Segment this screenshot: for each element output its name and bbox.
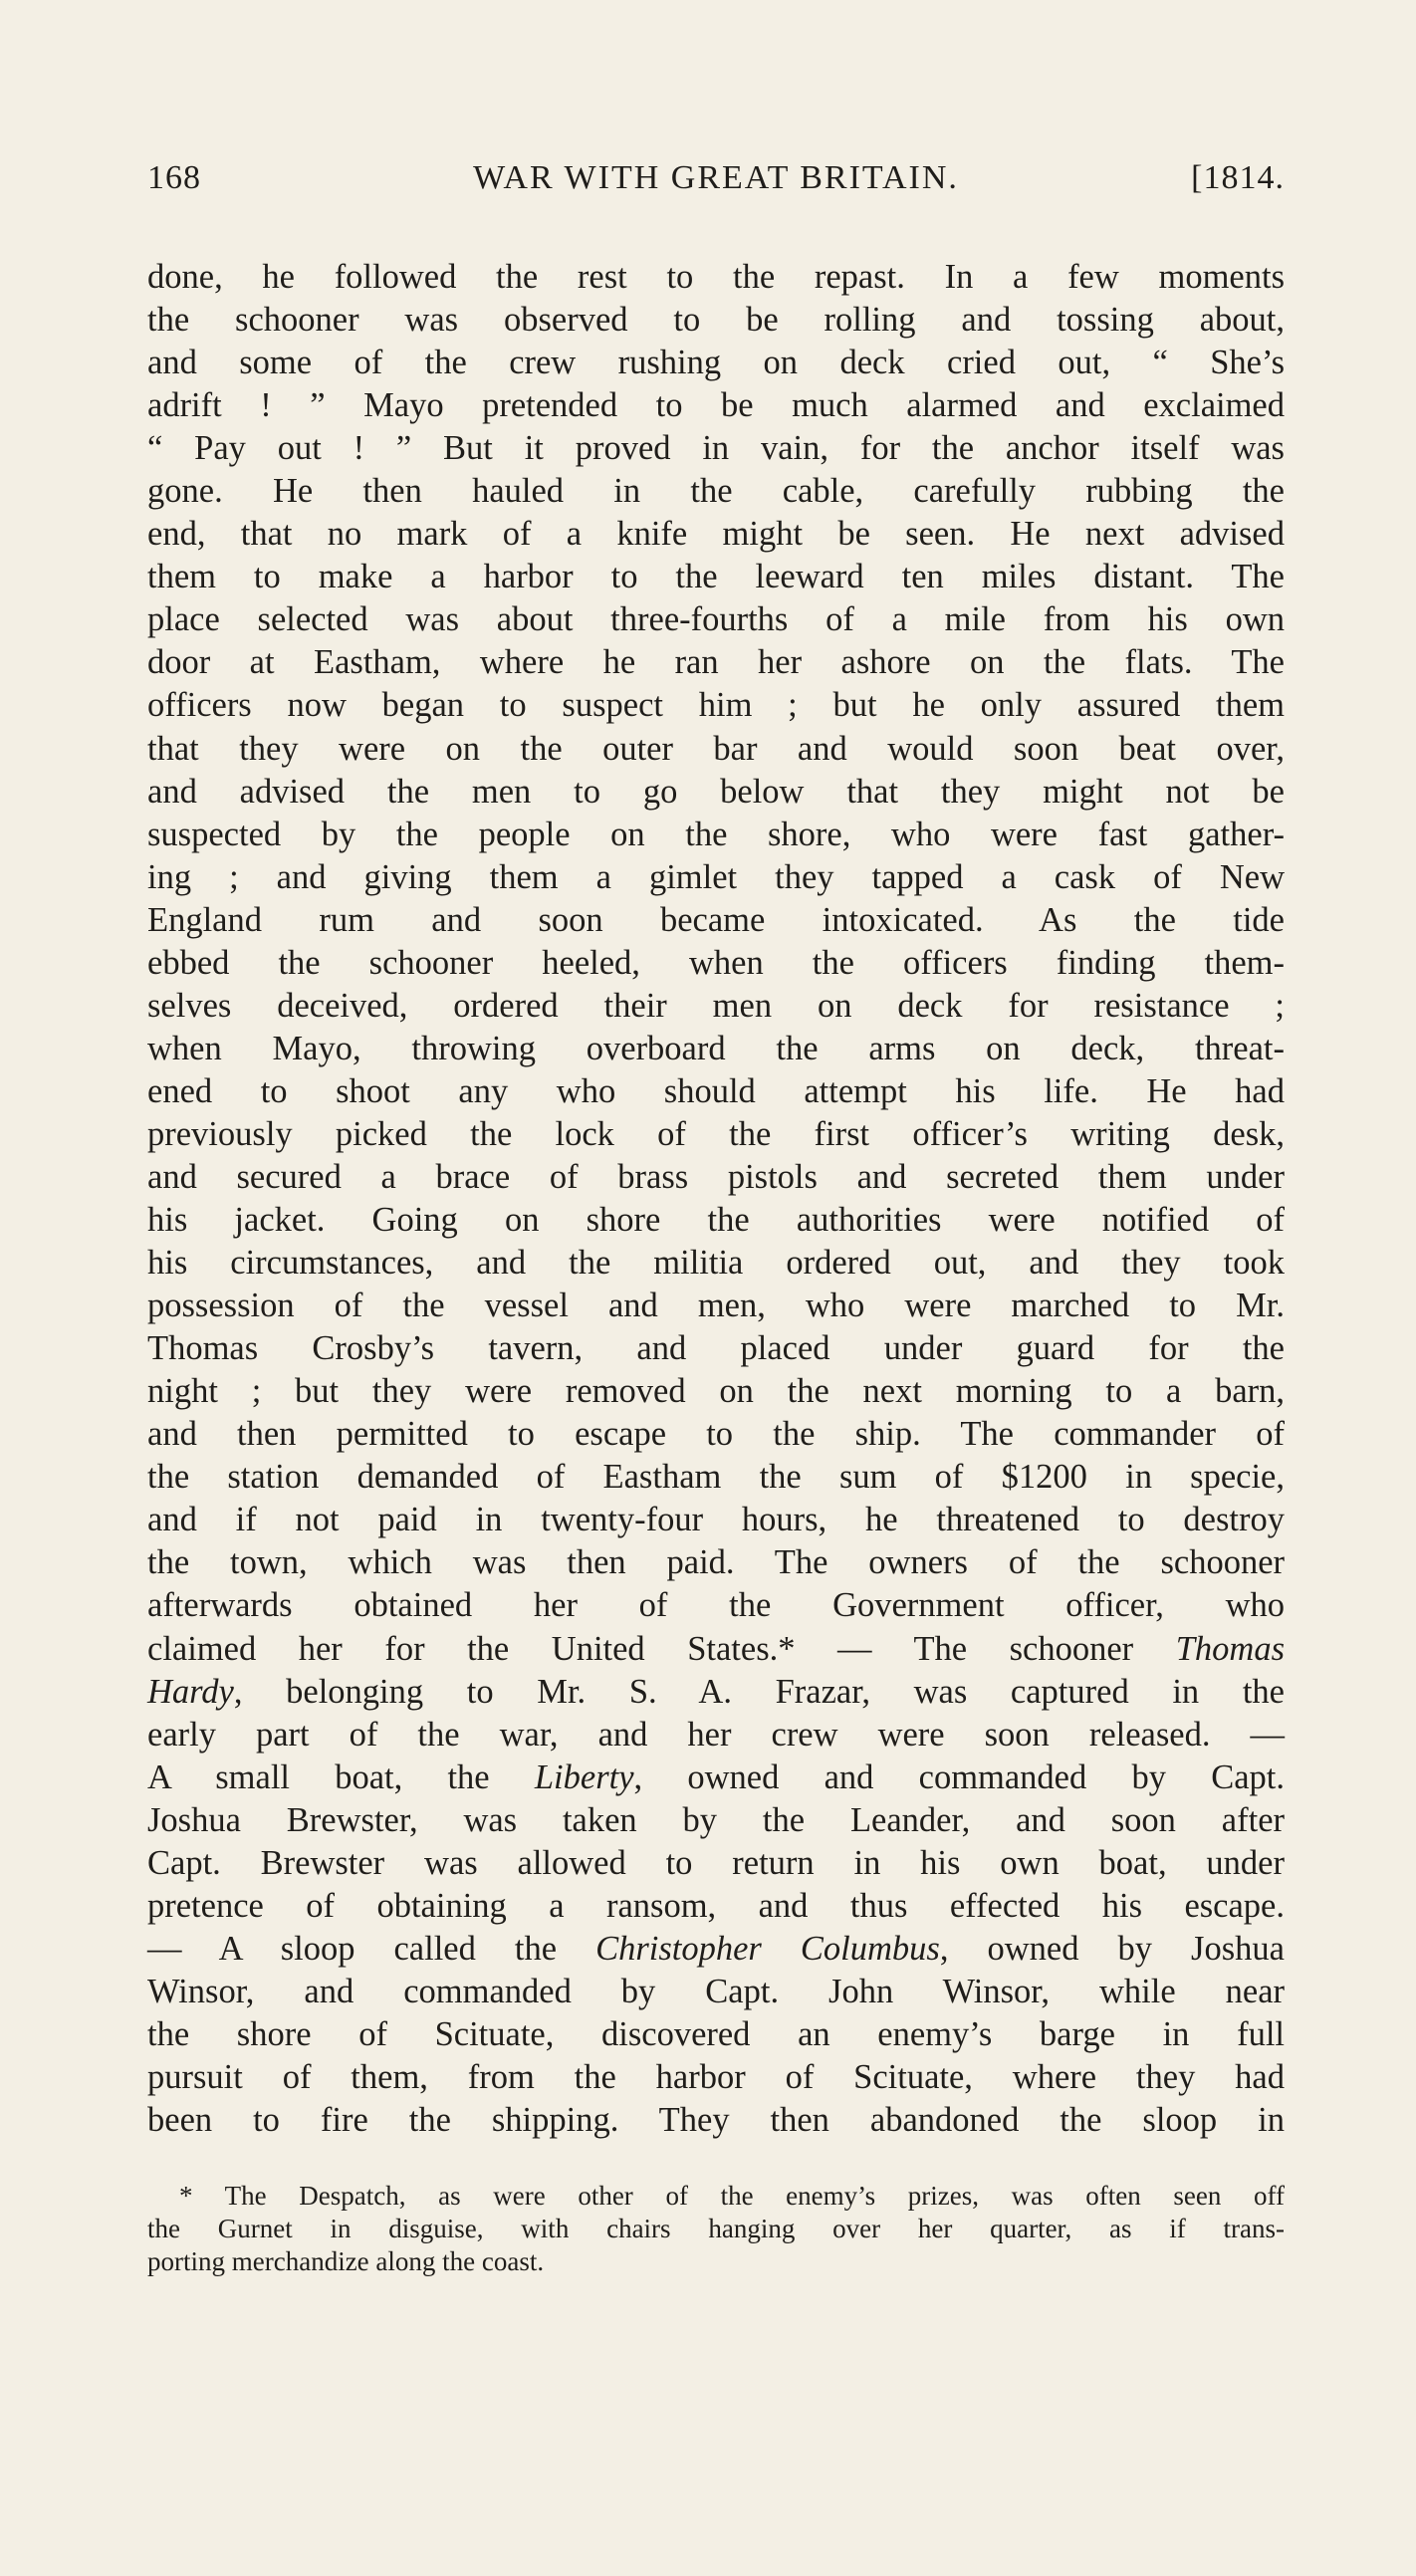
text-line: previously picked the lock of the first officer’s writing desk, bbox=[147, 1114, 1285, 1153]
footnote-line: * The Despatch, as were other of the enemy’s prizes, was often seen off bbox=[179, 2181, 1285, 2212]
text-segment: A small boat, the bbox=[147, 1757, 535, 1796]
body-text bbox=[147, 256, 1285, 2142]
text-line: possession of the vessel and men, who were marched to Mr. bbox=[147, 1287, 1285, 1325]
running-year: [1814. bbox=[1191, 159, 1285, 196]
text-line: and secured a brace of brass pistols and secreted them under bbox=[147, 1157, 1285, 1196]
text-line: ened to shoot any who should attempt his life. He had bbox=[147, 1071, 1285, 1110]
text-line: Capt. Brewster was allowed to return in his own boat, under bbox=[147, 1843, 1285, 1882]
text-segment: claimed her for the United States.* — The schooner bbox=[147, 1629, 1176, 1668]
text-line: the schooner was observed to be rolling and tossing about, bbox=[147, 301, 1285, 340]
running-title: WAR WITH GREAT BRITAIN. bbox=[473, 159, 959, 196]
text-line: Joshua Brewster, was taken by the Leander, and soon after bbox=[147, 1800, 1285, 1839]
text-line: the station demanded of Eastham the sum of $1200 in specie, bbox=[147, 1458, 1285, 1497]
footnote-line: porting merchandize along the coast. bbox=[147, 2246, 545, 2277]
text-line: and if not paid in twenty-four hours, he threatened to destroy bbox=[147, 1501, 1285, 1539]
text-line: and advised the men to go below that they might not be bbox=[147, 772, 1285, 811]
vessel-name-italic: Hardy bbox=[147, 1672, 234, 1711]
text-line: the town, which was then paid. The owners of the schooner bbox=[147, 1543, 1285, 1582]
text-line: the shore of Scituate, discovered an enemy’s barge in full bbox=[147, 2014, 1285, 2053]
vessel-name-italic: Liberty bbox=[534, 1757, 634, 1796]
text-line: afterwards obtained her of the Government officer, who bbox=[147, 1586, 1285, 1625]
footnote-line: the Gurnet in disguise, with chairs hanging over her quarter, as if trans- bbox=[147, 2214, 1285, 2244]
text-line: ing ; and giving them a gimlet they tapped a cask of New bbox=[147, 857, 1285, 896]
text-line: early part of the war, and her crew were soon released. — bbox=[147, 1715, 1285, 1754]
text-line: Winsor, and commanded by Capt. John Winsor, while near bbox=[147, 1972, 1285, 2010]
text-line bbox=[147, 1628, 1285, 1671]
text-line: that they were on the outer bar and would soon beat over, bbox=[147, 729, 1285, 768]
text-line: place selected was about three-fourths of a mile from his own bbox=[147, 600, 1285, 639]
text-line: selves deceived, ordered their men on deck for resistance ; bbox=[147, 986, 1285, 1025]
text-line: pretence of obtaining a ransom, and thus effected his escape. bbox=[147, 1886, 1285, 1925]
text-line: officers now began to suspect him ; but he only assured them bbox=[147, 686, 1285, 725]
text-line: adrift ! ” Mayo pretended to be much alarmed and exclaimed bbox=[147, 386, 1285, 425]
text-line: gone. He then hauled in the cable, carefully rubbing the bbox=[147, 472, 1285, 511]
footnote bbox=[147, 2180, 1285, 2278]
text-line: been to fire the shipping. They then abandoned the sloop in bbox=[147, 2101, 1285, 2140]
vessel-name-italic: Christopher Columbus bbox=[595, 1929, 940, 1968]
text-line: his jacket. Going on shore the authorities were notified of bbox=[147, 1201, 1285, 1240]
running-head bbox=[147, 159, 1285, 219]
text-line bbox=[147, 1756, 1285, 1799]
text-line: suspected by the people on the shore, who were fast gather- bbox=[147, 815, 1285, 853]
book-page bbox=[147, 159, 1285, 2278]
text-segment: — A sloop called the bbox=[147, 1929, 596, 1968]
text-line: when Mayo, throwing overboard the arms on deck, threat- bbox=[147, 1029, 1285, 1067]
text-line: ebbed the schooner heeled, when the officers finding them- bbox=[147, 943, 1285, 982]
text-line: end, that no mark of a knife might be seen. He next advised bbox=[147, 515, 1285, 554]
text-line: and then permitted to escape to the ship. The commander of bbox=[147, 1415, 1285, 1454]
text-line: them to make a harbor to the leeward ten miles distant. The bbox=[147, 558, 1285, 596]
page-number: 168 bbox=[147, 159, 201, 196]
text-line: pursuit of them, from the harbor of Scituate, where they had bbox=[147, 2057, 1285, 2096]
text-line: England rum and soon became intoxicated. As the tide bbox=[147, 900, 1285, 939]
text-segment: , owned and commanded by Capt. bbox=[633, 1757, 1285, 1796]
text-line: night ; but they were removed on the next morning to a barn, bbox=[147, 1372, 1285, 1411]
text-line bbox=[147, 1671, 1285, 1714]
text-line bbox=[147, 1928, 1285, 1971]
text-line: Thomas Crosby’s tavern, and placed under guard for the bbox=[147, 1329, 1285, 1368]
text-line: “ Pay out ! ” But it proved in vain, for the anchor itself was bbox=[147, 429, 1285, 468]
vessel-name-italic: Thomas bbox=[1175, 1629, 1285, 1668]
text-segment: , owned by Joshua bbox=[939, 1929, 1285, 1968]
text-line: done, he followed the rest to the repast. In a few moments bbox=[147, 258, 1285, 296]
text-line: and some of the crew rushing on deck cried out, “ She’s bbox=[147, 344, 1285, 382]
text-segment: , belonging to Mr. S. A. Frazar, was captured in the bbox=[233, 1672, 1285, 1711]
text-line: his circumstances, and the militia ordered out, and they took bbox=[147, 1244, 1285, 1283]
text-line: door at Eastham, where he ran her ashore on the flats. The bbox=[147, 643, 1285, 682]
